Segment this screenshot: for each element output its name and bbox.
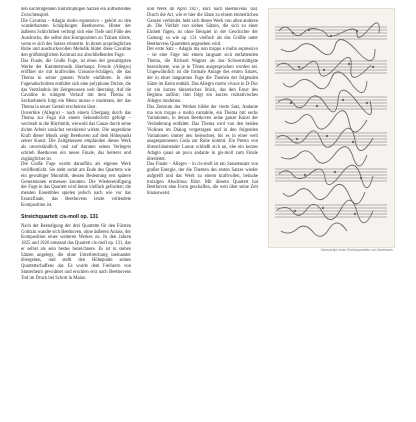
middle-paragraph-4: Das Finale – Allegro – in cis-moll ist ein Sonatensatz von großer Energie, der die Themen des ersten Satzes wieder aufgreift und das Werk zu einem kraftvollen, beinahe trotzigen Abschluss führt. Mit diesem Quartett hat Beethoven eine Form geschaffen, die weit über seine Zeit hinausweist. (147, 162, 258, 196)
left-paragraph-grosse-fuge: Die Große Fuge wurde daraufhin als eigenes Werk veröffentlicht. Sie steht somit am Ende des Quartetts wie ein gewaltiger Monolith, dessen Bedeutung erst spätere Generationen ermessen konnten. Die Wiedereinfügung der Fuge in das Quartett wird heute vielfach gefordert; die meisten Ensembles spielen jedoch nach wie vor das Ersatzfinale, das Beethovens letzte vollendete Komposition ist. (21, 162, 131, 208)
figure-caption: Manuskript eines Streichquartetts von Beethoven (321, 248, 393, 252)
section-heading-op131: Streichquartett cis-moll op. 131 (21, 214, 99, 221)
left-paragraph-ouverture: Ouvertüre (Allegro) – nach einem Übergang durch das Thema zur Fuga mit einem Sekundschritt gefolgt – wechselt in die Rhythmik; wiewohl das Ganze durch seine dichte Arbeit zunächst verstörend wirkte. Die ungestüme Kraft dieser Musik zeigt Beethoven auf dem Höhepunkt seiner Kunst. Die Zeitgenossen empfanden dieses Werk als unverständlich, und auf Anraten seines Verlegers schrieb Beethoven ein neues Finale, das heiterer und zugänglicher ist. (21, 110, 131, 162)
left-paragraph-op131: Nach der Beendigung der drei Quartette für den Fürsten Golitzin wandte sich Beethoven, ohne äußeren Anlass, der Komposition eines weiteren Werkes zu. In den Jahren 1825 und 1826 entstand das Quartett cis-moll op. 131, das er selbst als sein bestes bezeichnete. Es ist in sieben Sätzen angelegt, die ohne Unterbrechung ineinander übergehen, und stellt den Höhepunkt seines Quartettschaffens dar. Es wurde dem Freiherrn von Stutterheim gewidmet und erschien erst nach Beethovens Tod im Druck bei Schott in Mainz. (21, 223, 131, 281)
left-paragraph-finale: Das Finale, die Große Fuge, ist eines der gewaltigsten Werke der Kammermusik überhaupt. Freude (Allegro) eröffnet sie mit kraftvollen Unisono-Schlägen, die das Thema in seiner ganzen Wucht einführen. In den Fugenabschnitten entfaltet sich eine polyphone Dichte, die das Verständnis der Zeitgenossen weit überstieg. Auf die Cavatine in ruhigem Verlauf mit dem Thema in Sechzehnteln folgt ein Meno mosso e moderato, der das Thema in neuer Gestalt erscheinen lässt. (21, 58, 131, 110)
left-paragraph-cavatina: Die Cavatina – Adagio molto espressivo – gehört zu den wunderbarsten Schöpfungen Beethovens. Hinter der äußeren Schlichtheit verbirgt sich eine Tiefe und Fülle des Ausdrucks, die selbst den Komponisten zu Tränen rührte, wenn er sich des Satzes erinnerte. In ihrem ursprünglichen Ruhe und ausdrucksvollen Melodik bildet diese Cavatine den größtmöglichen Kontrast zur abschließenden Fuge. (21, 18, 131, 58)
middle-paragraph-2: Der erste Satz – Adagio ma non troppo e molto espressivo – ist eine Fuge mit einem langsam sich entfaltenden Thema, die Richard Wagner als das Schwermütigste bezeichnete, was je in Tönen ausgesprochen worden sei. Ungewöhnlich ist die formale Anlage des ersten Satzes, der in einer langsamen Fuge die Themen der folgenden Sätze im Keim enthält. Das Allegro molto vivace in D-Dur ist ein kurzes tänzerisches Stück, das den Ernst des Beginns auflöst; ihm folgt ein kurzes rezitativisches Allegro moderato. (147, 47, 258, 104)
manuscript-image (268, 8, 395, 248)
left-text-column (21, 7, 131, 281)
middle-text-column (147, 7, 258, 197)
left-paragraph-intro: den nachfolgenden fünfstrophigen Sätzen ein aufhellendes Zwischenspiel. (21, 7, 131, 18)
manuscript-sketch (269, 9, 394, 247)
middle-paragraph-1: und Werk im April 1827, kurz nach Beethovens Tod. Durch die Art, wie er hier die Sätze zu einem einheitlichen Ganzen verbindet, hebt sich dieses Werk von allen anderen ab. Die Vielfalt von sieben Sätzen, die sich zu einer Einheit fügen, ist ohne Beispiel in der Geschichte der Gattung; so wie op. 131 vielfach als das Größte unter Beethovens Quartetten angesehen wird. (147, 7, 258, 47)
middle-paragraph-3: Das Zentrum des Werkes bildet der vierte Satz, Andante ma non troppo e molto cantabile, ein Thema mit sechs Variationen, in denen Beethoven seine ganze Kunst der Veränderung entfaltet. Das Thema wird von den beiden Violinen im Dialog vorgetragen und in den folgenden Variationen immer neu beleuchtet, bis es in einer weit ausgesponnenen Coda zur Ruhe kommt. Ein Presto von überschäumender Laune schließt sich an, ehe ein kurzes Adagio quasi un poco andante in gis-moll zum Finale überleitet. (147, 104, 258, 162)
